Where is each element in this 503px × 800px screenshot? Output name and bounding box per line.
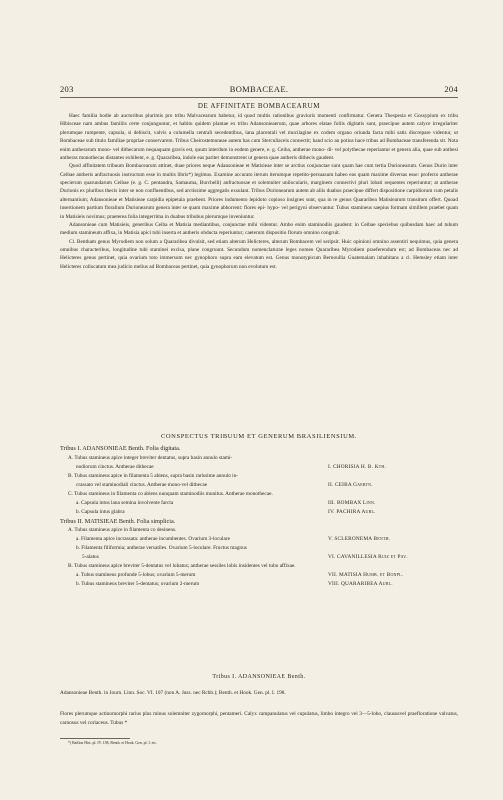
key-line: B. Tubus stamineus apice in filamenta 5 abiens, supra basin rarissime annulo in- bbox=[68, 472, 239, 479]
genus-name: VII. MATISIA Humb. et Bonpl. bbox=[328, 572, 404, 578]
tribe-line: Tribus II. MATISIEAE Benth. Folia simplicia. bbox=[60, 517, 176, 525]
page-number-left: 203 bbox=[60, 84, 74, 94]
page-number-right: 204 bbox=[444, 84, 458, 94]
affinity-text bbox=[60, 112, 458, 271]
genus-name: III. BOMBAX Linn. bbox=[328, 499, 376, 506]
key-line: b. Tubus stamineus breviter 5-dentatus; ovarium 2-merum bbox=[76, 581, 200, 587]
key-line: A. Tubus stamineus apice integer breviter dentatus, supra basin annulo stami- bbox=[68, 454, 233, 461]
footnote: *) Baillon Hist. pl. IV. 158; Benth. et Hook. Gen. pl. I. etc. bbox=[68, 741, 158, 745]
genus-name: VI. CAVANILLESIA Ruiz et Pav. bbox=[328, 554, 408, 560]
running-title: BOMBACEAE. bbox=[229, 84, 289, 94]
genus-name: IV. PACHIRA Aubl. bbox=[328, 508, 376, 515]
key-line: nodiorum cinctus. Antherae dithecae bbox=[76, 463, 154, 470]
footnote-rule bbox=[60, 738, 130, 739]
key-line: a. Tubus stamineus profunde 5-lobus; ovarium 5-merum bbox=[76, 572, 196, 578]
description-text: Flores plerumque actinomorphi rarius plus minus solemniter zygomorphi, pentameri. Calyx campanulatus vel cupulatus, limbo integro vel 3—5-lobo, claususvel praefloratione valvatus, carnosus vel coriaceus. Tubus * bbox=[60, 711, 458, 726]
key-line: b. Capsula intus glabra bbox=[76, 508, 125, 515]
tribe-heading: Tribus I. ADANSONIEAE Benth. bbox=[212, 674, 306, 680]
paragraph: Haec familia hodie ab auctoribus plurimis pro tribu Malvacearum habetur, id quod multis rationibus gravioris momenti confirmatur. Genera Thespesia et Gossypium ex tribu Hibisceae nam ambus familiis certe conjunguntur, et habitu quidem plantae ex tribu Adansonieaerum, quae arbores elatae foliis digitatis sunt, praecipue autem calyce irregulariter plerumque rumpente, capsula, si dehiscit, valvis a columella centrali secedentibus, lana placentali vel mucilagine ex codem organo oriunda facta mihi satis discrepare videntur, ut Bombaceae sub titulo familiae propriae conservarem. Tribus Cheirostemoneae autem has cum Sterculiaceis connectit; hand scio an potius hace tribus ad Bombaceae transferenda sit. Nota enim antherarum mono- vel dithecarum nequaquam gravis est, quum interdum in eodem genere, e. g. Ceiba, antherae mono- di- vel polythecae reperiantur et genera alia, quae sub anthesi antheras monothecas distantes exhibent, e. g. Quararibea, indole eas pariter demonstrent ut genera quae antheris dithecis gaudent. bbox=[60, 113, 458, 161]
key-line: C. Tubus stamineus in filamenta co abiens nunquam staminodiis munitus. Antherae monothecae. bbox=[68, 490, 273, 497]
key-line: crassato vel staminodiali cinctus. Antherae mono-vel dithecae bbox=[76, 481, 208, 488]
citation: Adansonieae Benth. in Journ. Linn. Soc. VI. 107 (non A. Juss. nec Rchb.); Benth. et Hook. Gen. pl. I. 198. bbox=[60, 690, 286, 696]
key-line: A. Tubus stamineus apice in filamenta co desinens. bbox=[68, 527, 177, 533]
genus-name: V. SCLERONEMA Benth. bbox=[328, 536, 391, 542]
header-rule bbox=[60, 97, 458, 98]
key-to-genera bbox=[60, 444, 458, 589]
paragraph: Quod affinitatem tribuum Bombacearum attinet, duae priores neque Adansonieae et Matisieae inter se arctius conjunctae sunt quam hae cum tertia Durionearum. Genus Durio inter Ceibae antheris anfractuosis instructum esse in multis libris*) legimus. Examine accurato iterum iterumque repetito-persuasum habeo eas quam maxime diversas esse: profecto antherae specierum quarundarum Ceibae (e. g. C. pentandra, Samauma, Burchelli) anfractuosae et solemniter unilocularis, marginem connectivi pluri lobati sequentes reperiuntur; at antherae Durionis ex pluribus thecis inter se non confluentibus, sed arctissime aggregatis exsulant. Tribus Durionearum autem ab aliis duabus praecipue differt dispositione carpidiorum cum petalis alternantium; Adansonieae et Matisieae carpidia epipetala praebent. Priores indumento lepidoto copioso insignes sunt, qua in re genus Quararibea Matisiearum transitum offert. Quoad insertionem partium floralium Durionearum genera inter se quam maxime abhorrent: flores epi- hypo- vel perigyni observantur. Tubus stamineus saepius formam simillem praebet quam in Matisieis novimus; praeterea folia integerrima in duabus tribubus plerumque inveniuntur. bbox=[60, 163, 458, 220]
genus-name: I. CHORISIA H. B. Kth. bbox=[328, 463, 386, 470]
running-head bbox=[60, 84, 458, 96]
key-line: 5-alatus bbox=[82, 554, 99, 560]
paragraph: Adansonieae cum Matisieis, generibus Ceiba et Matisia mediantibus, conjunctae mihi videntur. Ambo enim staminodiis gaudent: in Ceibae speciebus quibusdam haec ad tubum medium stamineum affixa, in Matisia apici tubi inserta et antheris obducta reperiuntur; caeterum dispositio florum omnino congruit. bbox=[60, 221, 458, 237]
tribe-line: Tribus I. ADANSONIEAE Benth. Folia digitata. bbox=[60, 445, 181, 452]
key-line: b. Filamenta filiformia; antherae versatiles. Ovarium 5-loculare. Fructus magnus bbox=[76, 545, 247, 551]
section-title: DE AFFINITATE BOMBACEARUM bbox=[197, 102, 321, 110]
genus-name: VIII. QUARARIBEA Aubl. bbox=[328, 581, 393, 587]
key-line: B. Tubus stamineus apice breviter 5-dentatus vel lobatus; antherae sessiles lobis insidentes vel tubo affixae. bbox=[68, 563, 296, 569]
genus-name: II. CEIBA Gaertn. bbox=[328, 481, 373, 488]
key-line: a. Filamenta apice incrassata: antherae incumbentes. Ovarium 3-loculare bbox=[76, 536, 230, 542]
paragraph: Cl. Bentham genus Myrodiem non solum a Quararibea divulsit, sed etiam alterum Helicteres, alterum Bombacem vel seripsit. Huic opinioni omnino assentiri nequimus, quia genera omnibus characteribus, longitudine tubi staminei excisa, plane congruunt. Secundum nomenclaturae leges nomen Quararibea Myrodiem praeferendum est; ad Bombaceas nec ad Helicteres genus pertinet, quia ovarium toto immersum nec gynophoro supra eam elevatum est. Genus monotypicum Bernoullia Guatemalam inhabitans a cl. Hemsley etiam inter Helicteres collocatum mea judicio melius ad Bombaceas pertinet, quia gynophorum non evolutum est. bbox=[60, 238, 458, 270]
conspectus-title: CONSPECTUS TRIBUUM ET GENERUM BRASILIENSIUM. bbox=[160, 433, 358, 440]
key-line: a. Capsula intus lana semina involvente farcta bbox=[76, 499, 174, 506]
